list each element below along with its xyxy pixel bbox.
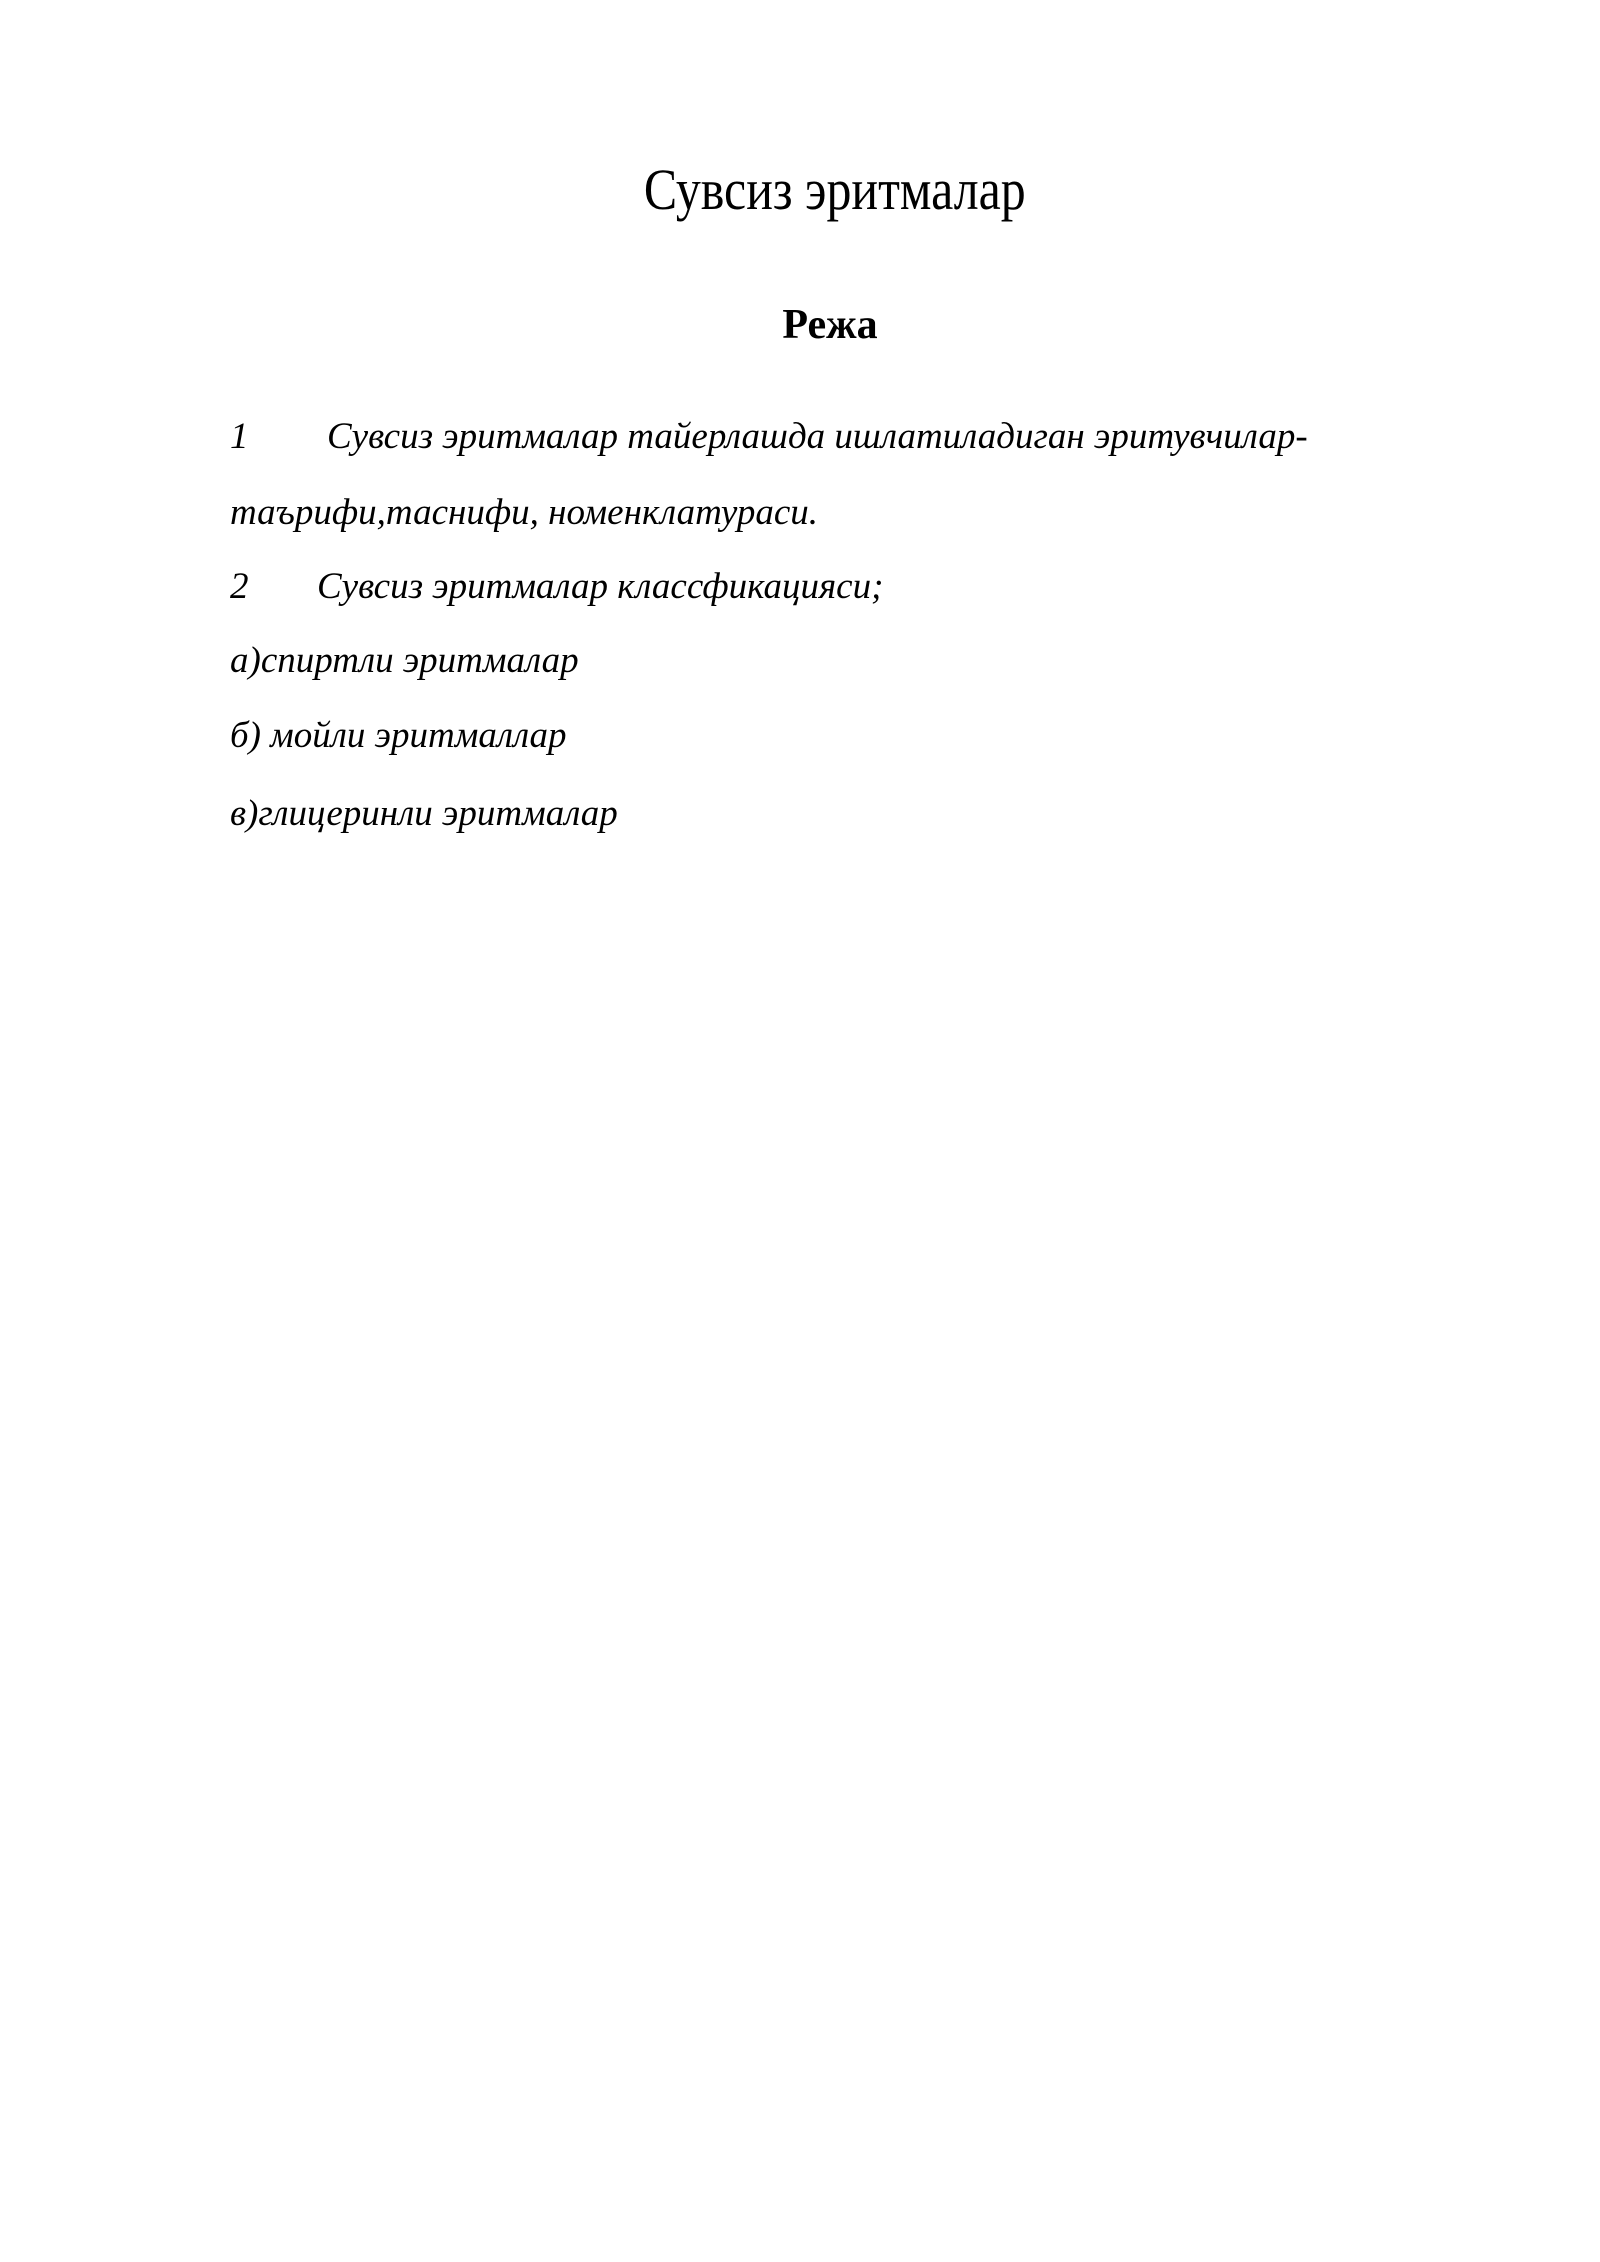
plan-item-1-text: Сувсиз эритмалар тайерлашда ишлатиладиган эритувчилар- xyxy=(327,416,1308,457)
plan-heading: Режа xyxy=(782,302,878,348)
subitem-b: б) мойли эритмаллар xyxy=(230,715,567,756)
plan-item-2-number: 2 xyxy=(230,566,249,607)
subitem-c: в)глицеринли эритмалар xyxy=(230,793,618,834)
plan-item-1-number: 1 xyxy=(230,416,249,457)
plan-item-1 xyxy=(230,412,1308,462)
plan-item-2 xyxy=(230,562,883,612)
plan-item-2-text: Сувсиз эритмалар классфикацияси; xyxy=(317,566,884,607)
subitem-a: а)спиртли эритмалар xyxy=(230,640,579,681)
plan-item-1-continuation: таърифи,таснифи, номенклатураси. xyxy=(230,492,818,533)
document-title: Сувсиз эритмалар xyxy=(643,157,1026,222)
